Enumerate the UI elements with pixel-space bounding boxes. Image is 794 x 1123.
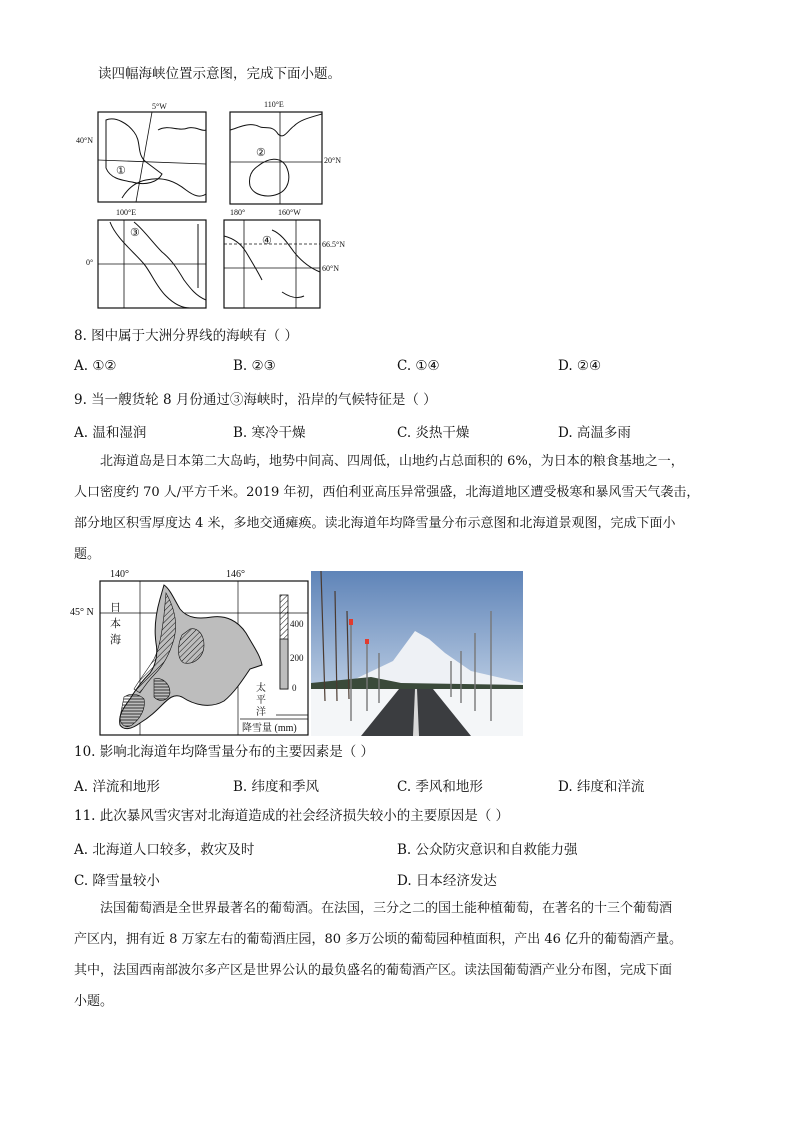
strait-map-4: [222, 208, 360, 310]
passage-hokkaido-line4: 题。: [74, 547, 101, 562]
pacific-label-1: 太: [256, 683, 266, 694]
q11-option-d[interactable]: D. 日本经济发达: [397, 873, 497, 889]
map2-lon: 110°E: [264, 100, 284, 109]
q8-option-a[interactable]: A. ①②: [74, 358, 117, 374]
q8-option-b[interactable]: B. ②③: [233, 358, 276, 374]
q9-option-b[interactable]: B. 寒冷干燥: [233, 425, 306, 441]
pacific-label-2: 平: [256, 695, 266, 706]
map4-lon1: 180°: [230, 208, 246, 217]
passage-france-line4: 小题。: [74, 994, 114, 1009]
sea-of-japan-label-2: 本: [110, 618, 121, 630]
map4-number: ④: [262, 235, 272, 247]
map4-lat2: 60°N: [322, 264, 339, 273]
sea-of-japan-label-1: 日: [110, 602, 121, 614]
q11-option-c[interactable]: C. 降雪量较小: [74, 873, 160, 889]
legend-title: 降雪量 (mm): [242, 723, 297, 734]
passage-hokkaido-line3: 部分地区积雪厚度达 4 米，多地交通瘫痪。读北海道年均降雪量分布示意图和北海道景观图，完成下面小: [74, 516, 676, 531]
legend-value-0: 0: [292, 683, 297, 693]
q10-option-c[interactable]: C. 季风和地形: [397, 779, 483, 795]
q9-option-c[interactable]: C. 炎热干燥: [397, 425, 470, 441]
strait-map-1: [76, 102, 208, 204]
hokkaido-lon1: 140°: [110, 569, 129, 580]
map1-number: ①: [116, 165, 126, 177]
pacific-label-3: 洋: [256, 707, 266, 718]
q9-option-d[interactable]: D. 高温多雨: [558, 425, 631, 441]
q11-option-a[interactable]: A. 北海道人口较多，救灾及时: [74, 842, 255, 858]
map3-lon: 100°E: [116, 208, 137, 217]
strait-map-2: [228, 100, 354, 206]
q10-option-b[interactable]: B. 纬度和季风: [233, 779, 320, 795]
strait-map-3: [86, 208, 210, 310]
q9-option-a[interactable]: A. 温和湿润: [74, 425, 147, 441]
map4-lat1: 66.5°N: [322, 240, 345, 249]
map2-lat: 20°N: [324, 156, 341, 165]
passage-france-line1: 法国葡萄酒是全世界最著名的葡萄酒。在法国，三分之二的国土能种植葡萄，在著名的十三个葡萄酒: [100, 901, 673, 916]
map3-number: ③: [130, 227, 140, 239]
hokkaido-snowfall-map: [70, 569, 312, 737]
q10-stem: 10. 影响北海道年均降雪量分布的主要因素是（ ）: [74, 744, 375, 760]
legend-value-200: 200: [290, 653, 304, 663]
hokkaido-landscape-photo: [311, 571, 523, 736]
map4-lon2: 160°W: [278, 208, 301, 217]
q11-option-b[interactable]: B. 公众防灾意识和自救能力强: [397, 842, 578, 858]
passage-hokkaido-line1: 北海道岛是日本第二大岛屿，地势中间高、四周低，山地约占总面积的 6%，为日本的粮食基地之一，: [100, 454, 684, 469]
passage-france-line3: 其中，法国西南部波尔多产区是世界公认的最负盛名的葡萄酒产区。读法国葡萄酒产业分布图，完成下面: [74, 963, 673, 978]
q8-stem: 8. 图中属于大洲分界线的海峡有（ ）: [74, 328, 298, 344]
q9-stem: 9. 当一艘货轮 8 月份通过③海峡时，沿岸的气候特征是（ ）: [74, 392, 437, 408]
map3-lat: 0°: [86, 258, 94, 267]
intro-text: 读四幅海峡位置示意图，完成下面小题。: [98, 66, 341, 82]
q8-option-d[interactable]: D. ②④: [558, 358, 602, 374]
hokkaido-lon2: 146°: [226, 569, 245, 580]
map1-lat: 40°N: [76, 136, 93, 145]
passage-france-line2: 产区内，拥有近 8 万家左右的葡萄酒庄园，80 多万公顷的葡萄园种植面积，产出 46 亿升的葡萄酒产量。: [74, 932, 683, 947]
sea-of-japan-label-3: 海: [110, 634, 121, 646]
q8-option-c[interactable]: C. ①④: [397, 358, 440, 374]
passage-hokkaido-line2: 人口密度约 70 人/平方千米。2019 年初，西伯利亚高压异常强盛，北海道地区遭受极寒和暴风雪天气袭击，: [74, 485, 700, 500]
map2-number: ②: [256, 147, 266, 159]
q11-stem: 11. 此次暴风雪灾害对北海道造成的社会经济损失较小的主要原因是（ ）: [74, 808, 510, 824]
q10-option-a[interactable]: A. 洋流和地形: [74, 779, 160, 795]
hokkaido-lat: 45° N: [70, 607, 94, 618]
map1-lon: 5°W: [152, 102, 167, 111]
q10-option-d[interactable]: D. 纬度和洋流: [558, 779, 645, 795]
legend-value-400: 400: [290, 619, 304, 629]
